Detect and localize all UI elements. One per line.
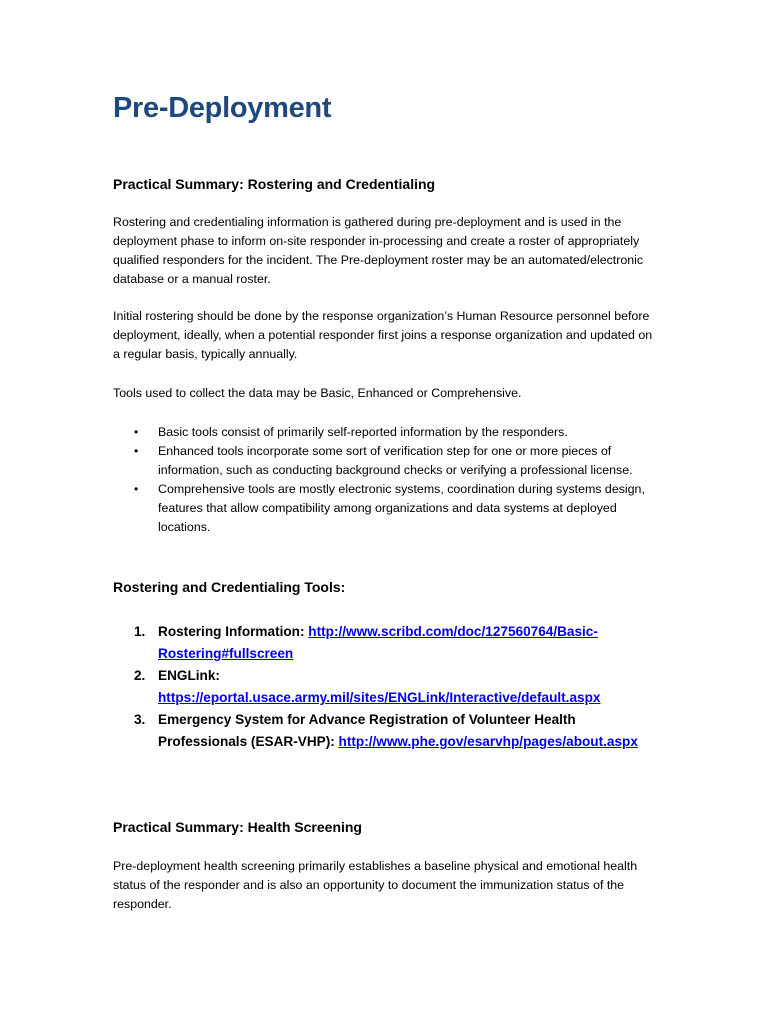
list-item-rostering [113, 621, 658, 665]
page-title: Pre-Deployment [113, 92, 332, 124]
paragraph-text: Initial rostering should be done by the response organization’s Human Resource personnel before deployment, ideally, when a potential responder first joins a response organization and updated on a regular basis, typically annually. [113, 309, 653, 361]
paragraph-initial-rostering [113, 307, 658, 364]
list-item-label: Emergency System for Advance Registration of Volunteer Health Professionals (ESAR-VHP): [158, 712, 576, 749]
englink-link[interactable]: https://eportal.usace.army.mil/sites/ENGLink/Interactive/default.aspx [158, 690, 601, 705]
list-item [113, 423, 658, 442]
list-item-text: Comprehensive tools are mostly electronic systems, coordination during systems design, features that allow compatibility among organizations and data systems at deployed locations. [158, 482, 645, 534]
bullet-icon: • [134, 444, 139, 458]
paragraph-tools-types [113, 384, 658, 403]
bullet-icon: • [134, 482, 139, 496]
section-health-screening [113, 819, 658, 835]
list-item-esar-vhp [113, 709, 658, 753]
section-tools [113, 579, 658, 595]
list-number: 3. [134, 712, 146, 727]
section-heading-health: Practical Summary: Health Screening [113, 819, 362, 835]
bullet-list [113, 423, 658, 537]
paragraph-text: Rostering and credentialing information is gathered during pre-deployment and is used in the deployment phase to inform on-site responder in-processing and create a roster of appropriately qualified responders for the incident. The Pre-deployment roster may be an automated/electronic database or a manual roster. [113, 215, 644, 286]
list-number: 1. [134, 624, 146, 639]
list-item-englink [113, 665, 658, 709]
list-item-text: Basic tools consist of primarily self-reported information by the responders. [158, 425, 568, 439]
section-heading-rostering: Practical Summary: Rostering and Credentialing [113, 176, 436, 192]
bullet-list-tools [113, 423, 658, 537]
list-item [113, 442, 658, 480]
list-item [113, 480, 658, 537]
section-heading-tools: Rostering and Credentialing Tools: [113, 579, 346, 595]
list-number: 2. [134, 668, 146, 683]
numbered-list [113, 621, 658, 753]
paragraph-health-screening [113, 857, 658, 914]
paragraph-rostering-intro [113, 213, 658, 289]
rostering-link[interactable]: http://www.scribd.com/doc/127560764/Basic-Rostering#fullscreen [158, 624, 598, 661]
esar-vhp-link[interactable]: http://www.phe.gov/esarvhp/pages/about.aspx [338, 734, 638, 749]
list-item-text: Enhanced tools incorporate some sort of verification step for one or more pieces of information, such as conducting background checks or verifying a professional license. [158, 444, 633, 477]
list-item-label: ENGLink: [158, 668, 220, 683]
numbered-list-tools [113, 621, 658, 753]
list-item-label: Rostering Information: [158, 624, 309, 639]
paragraph-text: Pre-deployment health screening primarily establishes a baseline physical and emotional health status of the responder and is also an opportunity to document the immunization status of the responder. [113, 859, 638, 911]
paragraph-text: Tools used to collect the data may be Basic, Enhanced or Comprehensive. [113, 386, 522, 400]
bullet-icon: • [134, 425, 139, 439]
section-rostering-summary [113, 176, 658, 192]
